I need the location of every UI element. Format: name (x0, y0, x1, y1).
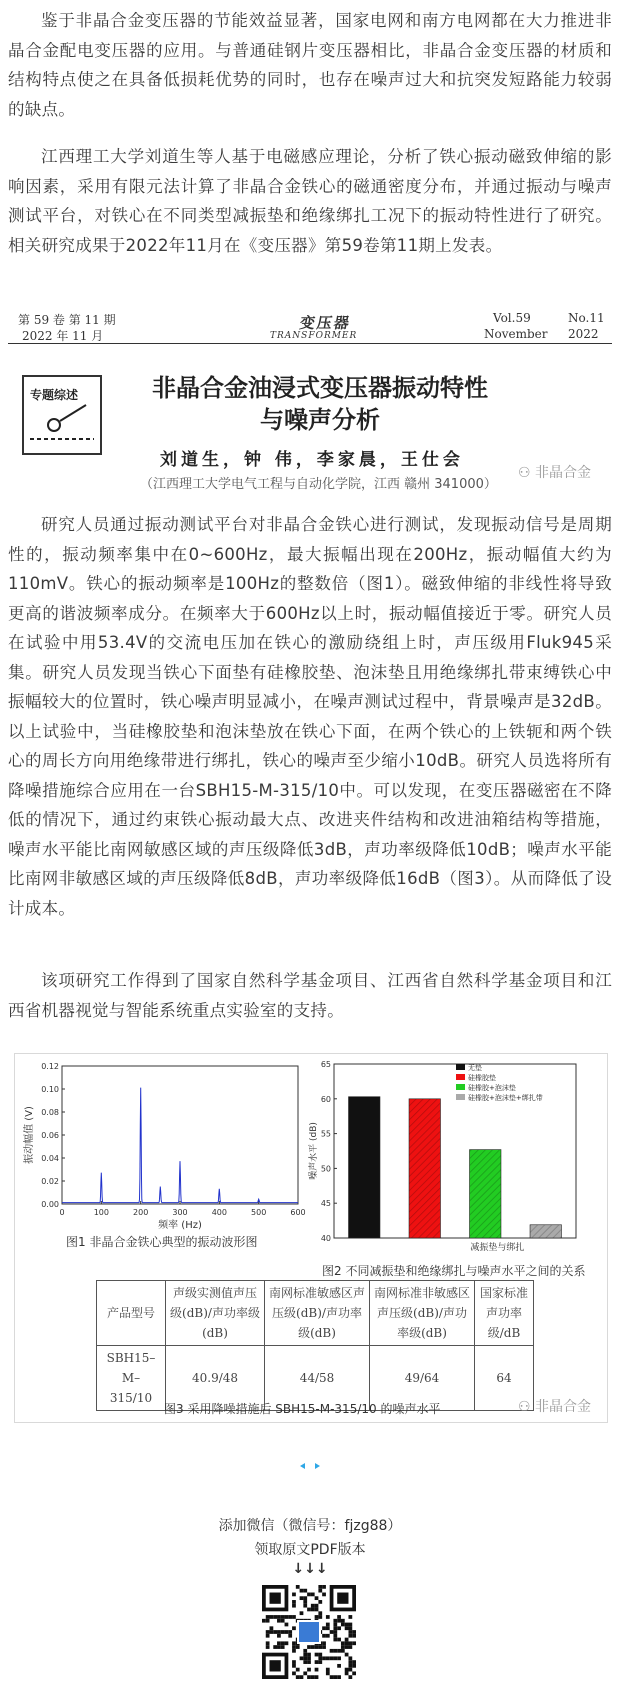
fig1-xtick-label: 500 (251, 1208, 267, 1217)
journal-header-rule (8, 343, 612, 344)
fig2-bar (409, 1099, 440, 1238)
divider-arrows (300, 1463, 320, 1469)
table-cell: 44/58 (265, 1346, 370, 1411)
fig1-xtick-label: 200 (133, 1208, 149, 1217)
fig2-bar (349, 1097, 380, 1238)
topic-review-logo-text: 专题综述 (30, 388, 79, 402)
fig2-legend-label: 无垫 (468, 1064, 482, 1072)
intro-paragraph-2: 江西理工大学刘道生等人基于电磁感应理论，分析了铁心振动磁致伸缩的影响因素，采用有限元法计算了非晶合金铁心的磁通密度分布，并通过振动与噪声测试平台，对铁心在不同类型减振垫和绝缘绑扎工况下的振动特性进行了研究。相关研究成果于2022年11月在《变压器》第59卷第11期上发表。 (8, 147, 612, 255)
watermark-bottom (518, 1396, 591, 1416)
fig2-ytick-label: 60 (320, 1094, 331, 1104)
fig2-legend-swatch (456, 1094, 465, 1100)
fig3-caption: 图3 采用降噪措施后 SBH15-M-315/10 的噪声水平 (164, 1402, 441, 1416)
fig2-legend-label: 硅橡胶+泡沫垫 (468, 1084, 516, 1092)
topic-review-logo-graphic (24, 377, 100, 453)
journal-year-en: 2022 (568, 327, 599, 341)
table-cell: 49/64 (370, 1346, 475, 1411)
table-cell: 64 (475, 1346, 534, 1411)
watermark-bottom-text: 非晶合金 (535, 1399, 592, 1415)
fig1-ytick-label: 0.00 (41, 1200, 59, 1209)
fig1-xtick-label: 100 (93, 1208, 109, 1217)
body-paragraph-funding: 该项研究工作得到了国家自然科学基金项目、江西省自然科学基金项目和江西省机器视觉与智能系统重点实验室的支持。 (8, 971, 612, 1020)
table-header-cell: 声级实测值声压级(dB)/声功率级(dB) (166, 1281, 265, 1346)
fig2-legend-swatch (456, 1084, 465, 1090)
watermark-top (518, 462, 591, 482)
fig1-ytick-label: 0.02 (41, 1177, 59, 1186)
journal-volume-en: Vol.59 (493, 311, 531, 325)
journal-volume-cn: 第 59 卷 第 11 期 (18, 313, 116, 327)
fig2-legend-label: 硅橡胶+泡沫垫+绑扎带 (468, 1094, 543, 1102)
qr-code[interactable] (262, 1585, 356, 1679)
fig2-xlabel: 减振垫与绑扎 (470, 1243, 525, 1253)
fig1-xtick-label: 300 (172, 1208, 188, 1217)
fig2-ytick-label: 50 (320, 1164, 331, 1174)
paper-title-line-2: 与噪声分析 (260, 405, 380, 434)
fig2-noise-bar-chart (308, 1058, 600, 1258)
fig1-xtick-label: 600 (290, 1208, 306, 1217)
fig1-ytick-label: 0.04 (41, 1154, 59, 1163)
journal-date-cn: 2022 年 11 月 (22, 329, 104, 343)
wechat-icon: ⚇ (518, 1399, 531, 1415)
fig1-xtick-label: 400 (211, 1208, 227, 1217)
fig2-ylabel: 噪声水平 (dB) (309, 1122, 319, 1180)
fig2-bar (470, 1150, 501, 1238)
fig3-noise-table (96, 1280, 534, 1411)
paper-affiliation: （江西理工大学电气工程与自动化学院，江西 赣州 341000） (140, 477, 497, 492)
fig1-ytick-label: 0.10 (41, 1085, 59, 1094)
fig2-bar (530, 1225, 561, 1238)
paper-authors: 刘道生，钟 伟，李家晨，王仕会 (160, 450, 464, 470)
journal-number-en: No.11 (568, 311, 605, 325)
fig1-ytick-label: 0.08 (41, 1108, 59, 1117)
table-cell: 40.9/48 (166, 1346, 265, 1411)
fig1-xlabel: 频率 (Hz) (158, 1220, 202, 1230)
watermark-top-text: 非晶合金 (535, 465, 592, 481)
fig1-ylabel: 振动幅值 (V) (24, 1106, 35, 1164)
fig2-legend-swatch (456, 1064, 465, 1070)
fig1-vibration-chart (20, 1058, 310, 1230)
footer-pdf-line: 领取原文PDF版本 (254, 1542, 366, 1558)
table-header-cell: 南网标准敏感区声压级(dB)/声功率级(dB) (265, 1281, 370, 1346)
table-header-cell: 国家标准声功率级/dB (475, 1281, 534, 1346)
fig2-ytick-label: 40 (320, 1234, 331, 1243)
body-paragraph-main: 研究人员通过振动测试平台对非晶合金铁心进行测试，发现振动信号是周期性的，振动频率集中在0~600Hz，最大振幅出现在200Hz，振动幅值大约为110mV。铁心的振动频率是100Hz的整数倍（图1）。磁致伸缩的非线性将导致更高的谐波频率成分。在频率大于600Hz以上时，振动幅值接近于零。研究人员在试验中用53.4V的交流电压加在铁心的激励绕组上时，声压级用Fluk945采集。研究人员发现当铁心下面垫有硅橡胶垫、泡沫垫且用绝缘绑扎带束缚铁心中振幅较大的位置时，铁心噪声明显减小，在噪声测试过程中，背景噪声是32dB。以上试验中，当硅橡胶垫和泡沫垫放在铁心下面，在两个铁心的上铁轭和两个铁心的周长方向用绝缘带进行绑扎，铁心的噪声至少缩小10dB。研究人员选将所有降噪措施综合应用在一台SBH15-M-315/10中。可以发现，在变压器磁密在不降低的情况下，通过约束铁心振动最大点、改进夹件结构和改进油箱结构等措施，噪声水平能比南网敏感区域的声压级降低3dB，声功率级降低10dB；噪声水平能比南网非敏感区域的声压级降低8dB，声功率级降低16dB（图3）。从而降低了设计成本。 (8, 515, 612, 918)
fig1-caption: 图1 非晶合金铁心典型的振动波形图 (66, 1235, 258, 1249)
fig2-legend-label: 硅橡胶垫 (468, 1074, 496, 1082)
table-cell: SBH15–M–315/10 (97, 1346, 166, 1411)
table-header-cell: 南网标准非敏感区声压级(dB)/声功率级(dB) (370, 1281, 475, 1346)
table-header-row (97, 1281, 534, 1346)
fig2-caption: 图2 不同减振垫和绝缘绑扎与噪声水平之间的关系 (322, 1264, 586, 1278)
fig2-ytick-label: 65 (320, 1060, 331, 1069)
footer-down-arrows: ↓↓↓ (292, 1561, 328, 1577)
intro-paragraph-1: 鉴于非晶合金变压器的节能效益显著，国家电网和南方电网都在大力推进非晶合金配电变压器的应用。与普通硅钢片变压器相比，非晶合金变压器的材质和结构特点使之在具备低损耗优势的同时，也存在噪声过大和抗突发短路能力较弱的缺点。 (8, 11, 612, 119)
table-header-cell: 产品型号 (97, 1281, 166, 1346)
topic-review-logo (22, 375, 102, 455)
journal-name-en: TRANSFORMER (270, 331, 358, 341)
fig1-xtick-label: 0 (59, 1208, 65, 1217)
journal-name-cn: 变压器 (298, 314, 353, 332)
journal-month-en: November (484, 327, 548, 341)
fig2-ytick-label: 45 (320, 1199, 331, 1209)
fig1-vibration-waveform (62, 1088, 298, 1203)
footer-wechat-line: 添加微信（微信号：fjzg88） (218, 1518, 402, 1534)
fig2-ytick-label: 55 (320, 1129, 331, 1139)
fig1-ytick-label: 0.12 (41, 1062, 59, 1071)
fig1-ytick-label: 0.06 (41, 1131, 59, 1140)
fig2-legend-swatch (456, 1074, 465, 1080)
wechat-icon: ⚇ (518, 465, 531, 481)
fig1-plot-frame (62, 1066, 298, 1204)
paper-title-line-1: 非晶合金油浸式变压器振动特性 (152, 373, 488, 402)
